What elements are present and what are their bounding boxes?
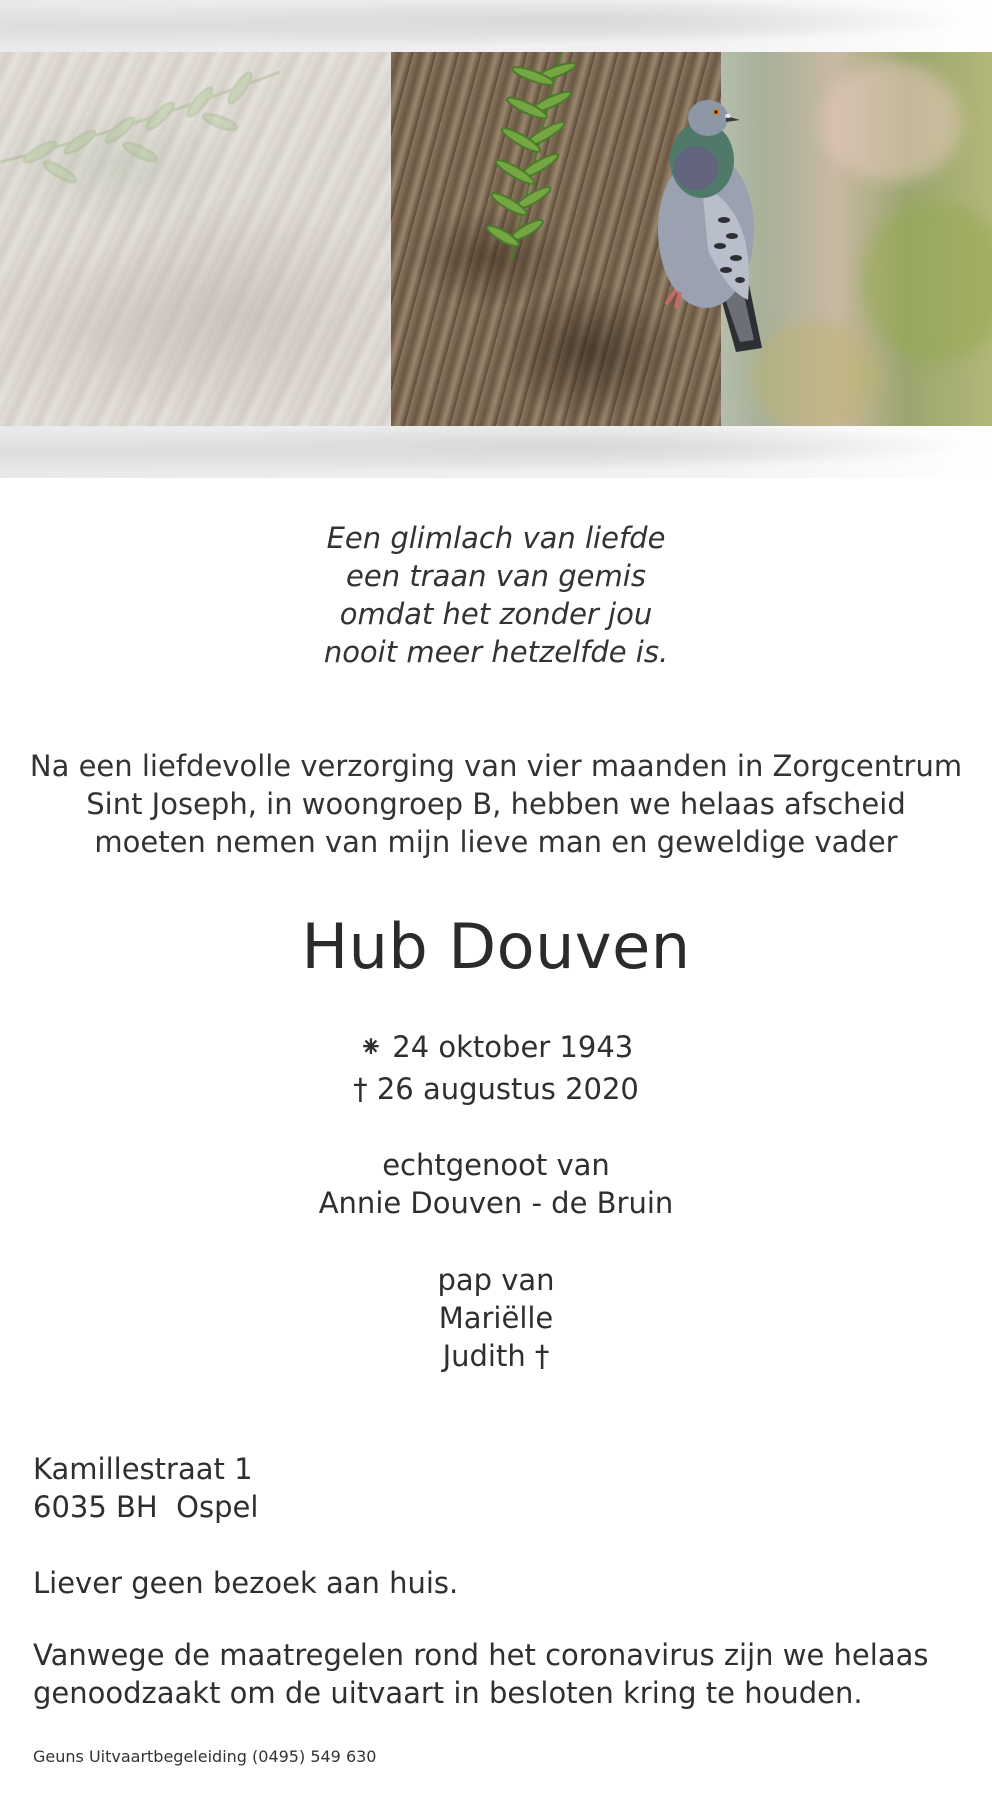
intro-line: Sint Joseph, in woongroep B, hebben we helaas afscheid — [86, 787, 906, 821]
intro-line: moeten nemen van mijn lieve man en geweldige vader — [94, 825, 898, 859]
memorial-poem — [0, 519, 992, 671]
bokeh-blur-3 — [751, 322, 881, 426]
poem-line: Een glimlach van liefde — [326, 521, 666, 555]
header-fade-bottom — [0, 426, 992, 478]
pigeon-icon — [636, 90, 766, 360]
pigeon-photo — [391, 52, 992, 426]
willow-leaves-icon — [451, 52, 611, 272]
life-dates — [0, 1026, 992, 1110]
children-block — [0, 1261, 992, 1375]
spouse-block — [0, 1146, 992, 1222]
poem-line: een traan van gemis — [346, 559, 646, 593]
intro-line: Na een liefdevolle verzorging van vier maanden in Zorgcentrum — [29, 749, 963, 783]
header-fade-top — [0, 0, 992, 52]
death-date: † 26 augustus 2020 — [353, 1072, 639, 1106]
poem-line: omdat het zonder jou — [339, 597, 653, 631]
deceased-name: Hub Douven — [301, 910, 691, 983]
faded-leaves-icon — [0, 52, 300, 192]
header-photo-band — [0, 0, 992, 478]
bokeh-blur-1 — [821, 62, 961, 182]
spouse-label: echtgenoot van — [382, 1148, 610, 1182]
address-street: Kamillestraat 1 — [33, 1452, 253, 1486]
correspondence-address — [33, 1450, 258, 1526]
corona-line: genoodzaakt om de uitvaart in besloten kring te houden. — [33, 1676, 863, 1710]
corona-notice — [33, 1636, 973, 1712]
bokeh-blur-2 — [861, 202, 992, 362]
address-city: 6035 BH Ospel — [33, 1490, 259, 1524]
funeral-director-credit: Geuns Uitvaartbegeleiding (0495) 549 630 — [33, 1747, 377, 1766]
child-name: Mariëlle — [438, 1301, 554, 1335]
birth-date: ⁕ 24 oktober 1943 — [358, 1030, 634, 1064]
announcement-intro — [0, 747, 992, 861]
no-visit-notice: Liever geen bezoek aan huis. — [33, 1566, 459, 1600]
corona-line: Vanwege de maatregelen rond het coronavirus zijn we helaas — [33, 1638, 929, 1672]
child-name: Judith † — [442, 1339, 550, 1373]
spouse-name: Annie Douven - de Bruin — [318, 1186, 674, 1220]
faded-bark-photo — [0, 52, 391, 426]
children-label: pap van — [437, 1263, 555, 1297]
poem-line: nooit meer hetzelfde is. — [323, 635, 669, 669]
